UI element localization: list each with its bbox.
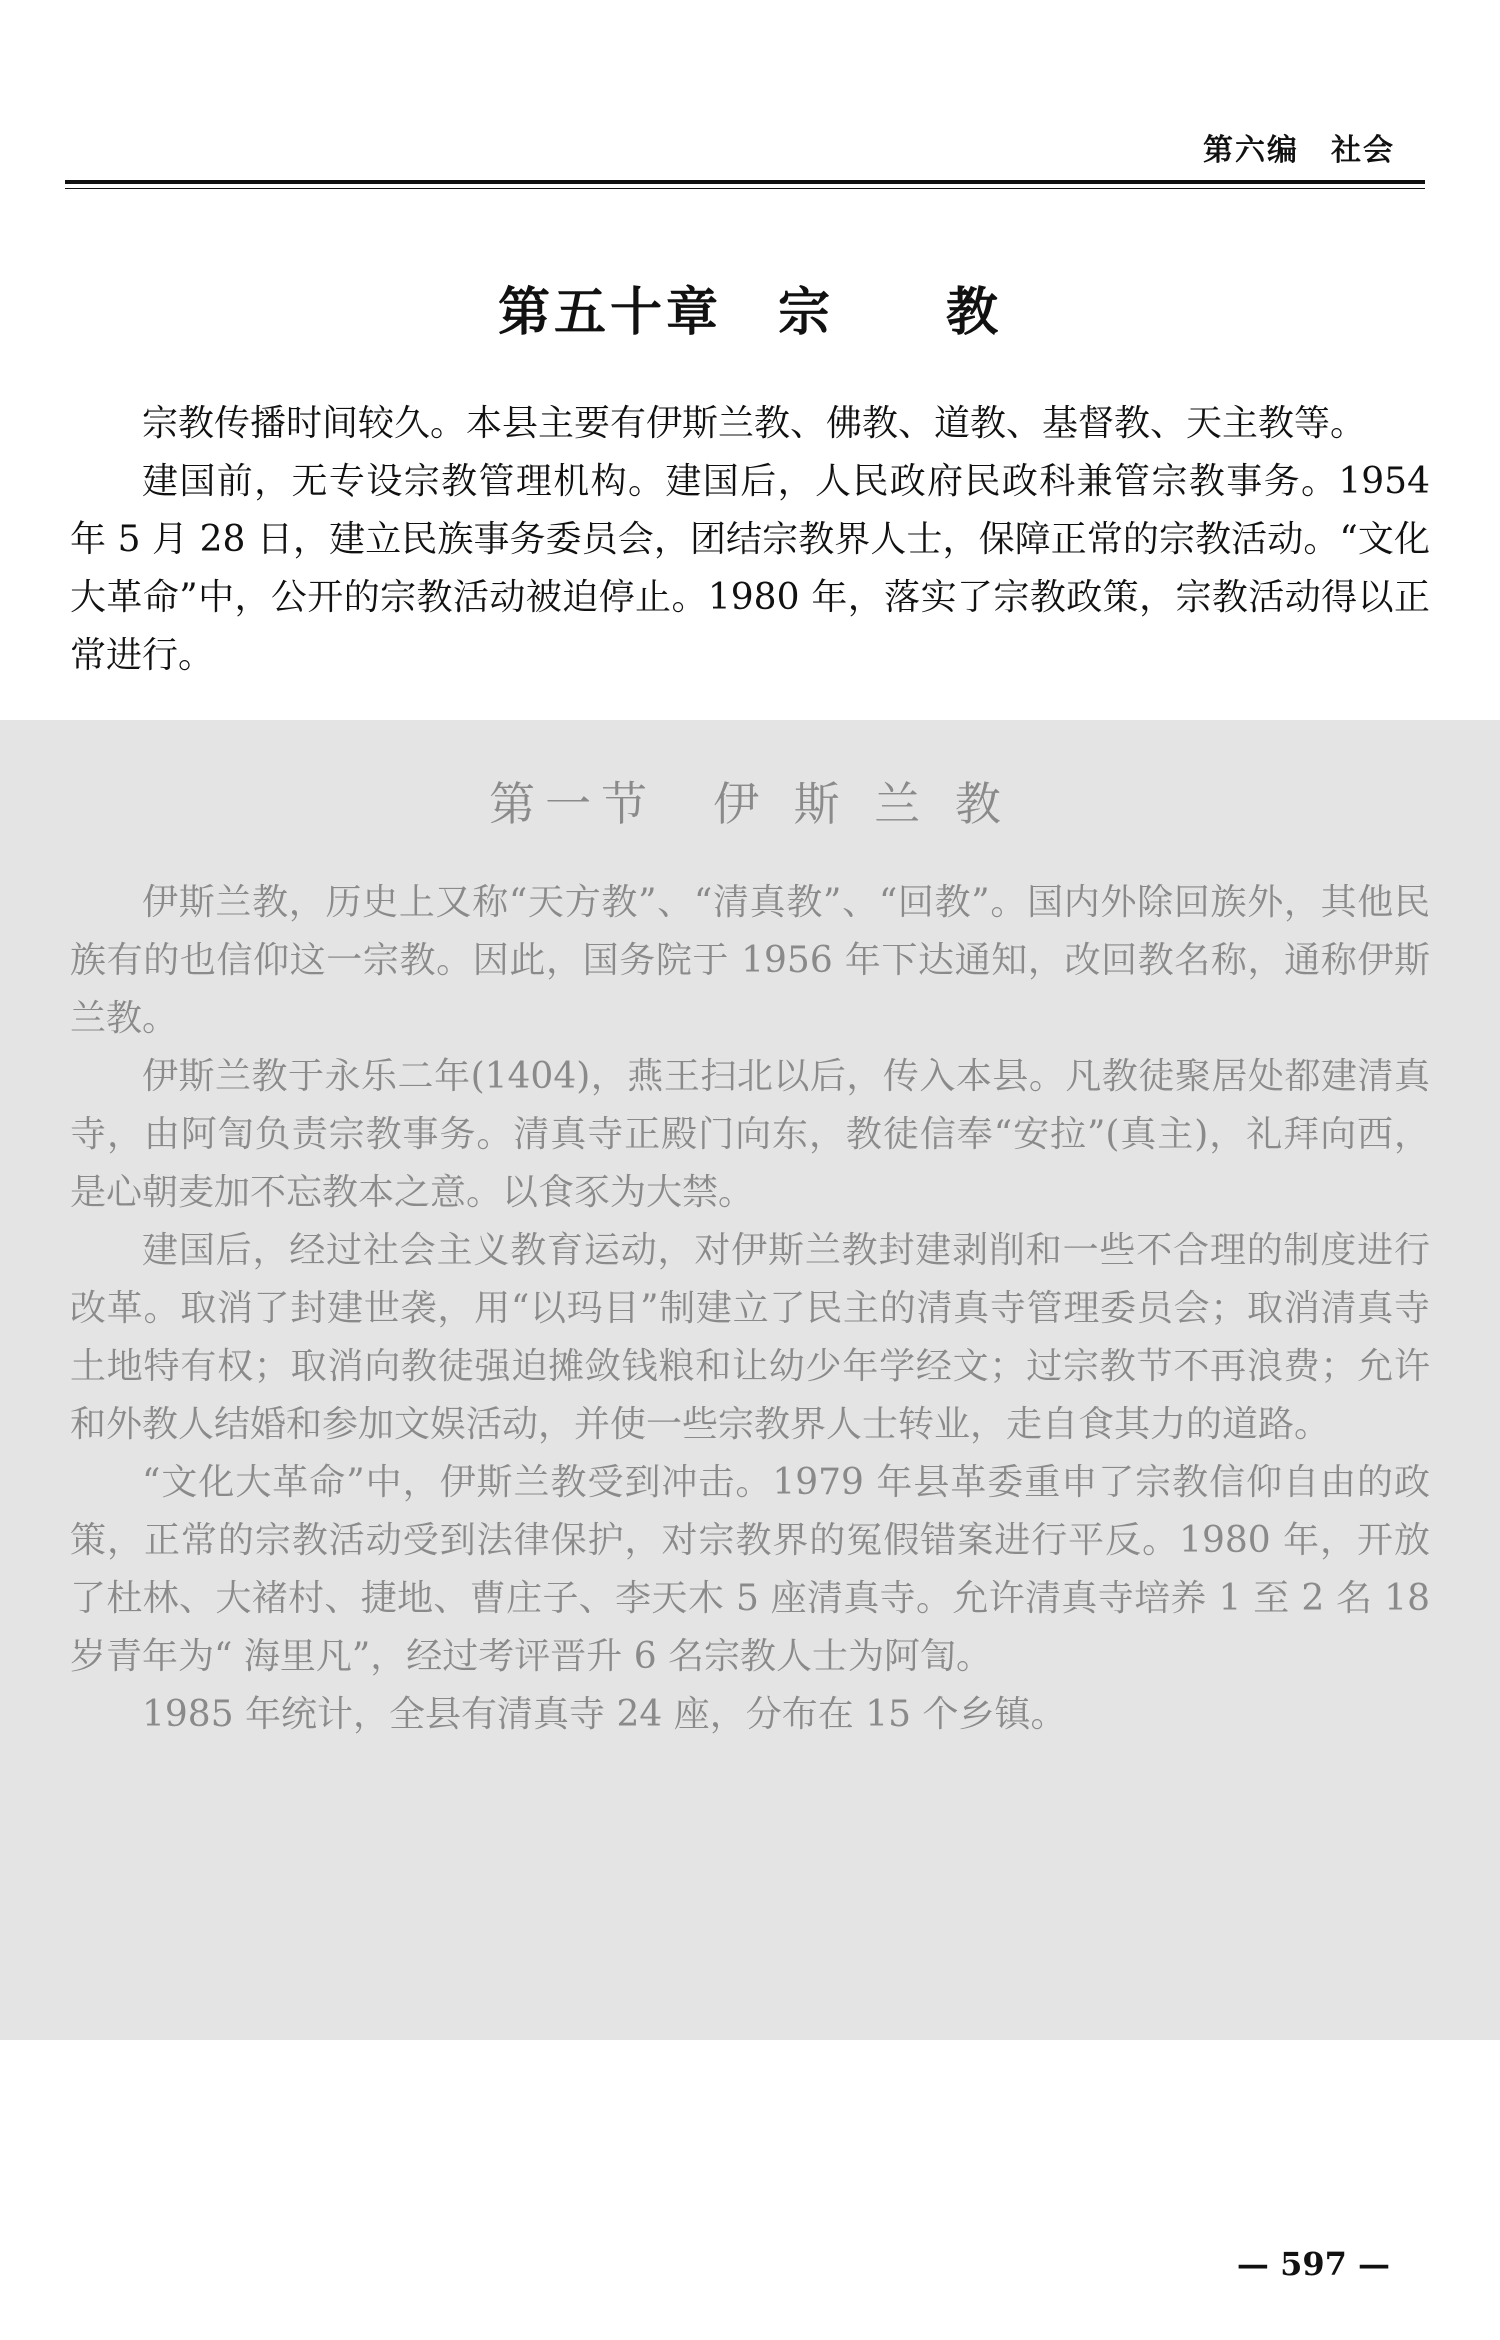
section-title: 第一节 伊 斯 兰 教 [489,777,1011,831]
header-rule-thin [65,188,1425,189]
section-paragraph: 1985 年统计，全县有清真寺 24 座，分布在 15 个乡镇。 [142,1694,1067,1735]
header-rule-thick [65,180,1425,184]
intro-paragraph: 宗教传播时间较久。本县主要有伊斯兰教、佛教、道教、基督教、天主教等。 [142,403,1367,444]
running-head: 第六编 社会 [1203,133,1395,168]
section-body [70,874,1430,1744]
section-paragraph: “文化大革命”中，伊斯兰教受到冲击。1979 年县革委重申了宗教信仰自由的政策，正常的宗教活动受到法律保护，对宗教界的冤假错案进行平反。1980 年，开放了杜林、大褚村、捷地、曹庄子、李天木 5 座清真寺。允许清真寺培养 1 至 2 名 18 岁青年为“ 海里凡”，经过考评晋升 6 名宗教人士为阿訇。 [70,1462,1430,1677]
chapter-intro [70,395,1430,685]
intro-paragraph: 建国前，无专设宗教管理机构。建国后，人民政府民政科兼管宗教事务。1954 年 5 月 28 日，建立民族事务委员会，团结宗教界人士，保障正常的宗教活动。“文化大革命”中，公开的宗教活动被迫停止。1980 年，落实了宗教政策，宗教活动得以正常进行。 [70,461,1430,676]
section-paragraph: 建国后，经过社会主义教育运动，对伊斯兰教封建剥削和一些不合理的制度进行改革。取消了封建世袭，用“以玛目”制建立了民主的清真寺管理委员会；取消清真寺土地特有权；取消向教徒强迫摊敛钱粮和让幼少年学经文；过宗教节不再浪费；允许和外教人结婚和参加文娱活动，并使一些宗教界人士转业，走自食其力的道路。 [70,1230,1430,1445]
page-number: — 597 — [1236,2245,1390,2283]
section-paragraph: 伊斯兰教，历史上又称“天方教”、“清真教”、“回教”。国内外除回族外，其他民族有的也信仰这一宗教。因此，国务院于 1956 年下达通知，改回教名称，通称伊斯兰教。 [70,882,1430,1039]
section-shaded-block [0,720,1500,2040]
chapter-title: 第五十章 宗 教 [497,282,1002,343]
section-paragraph: 伊斯兰教于永乐二年(1404)，燕王扫北以后，传入本县。凡教徒聚居处都建清真寺，由阿訇负责宗教事务。清真寺正殿门向东，教徒信奉“安拉”(真主)，礼拜向西，是心朝麦加不忘教本之意。以食豕为大禁。 [70,1056,1430,1213]
